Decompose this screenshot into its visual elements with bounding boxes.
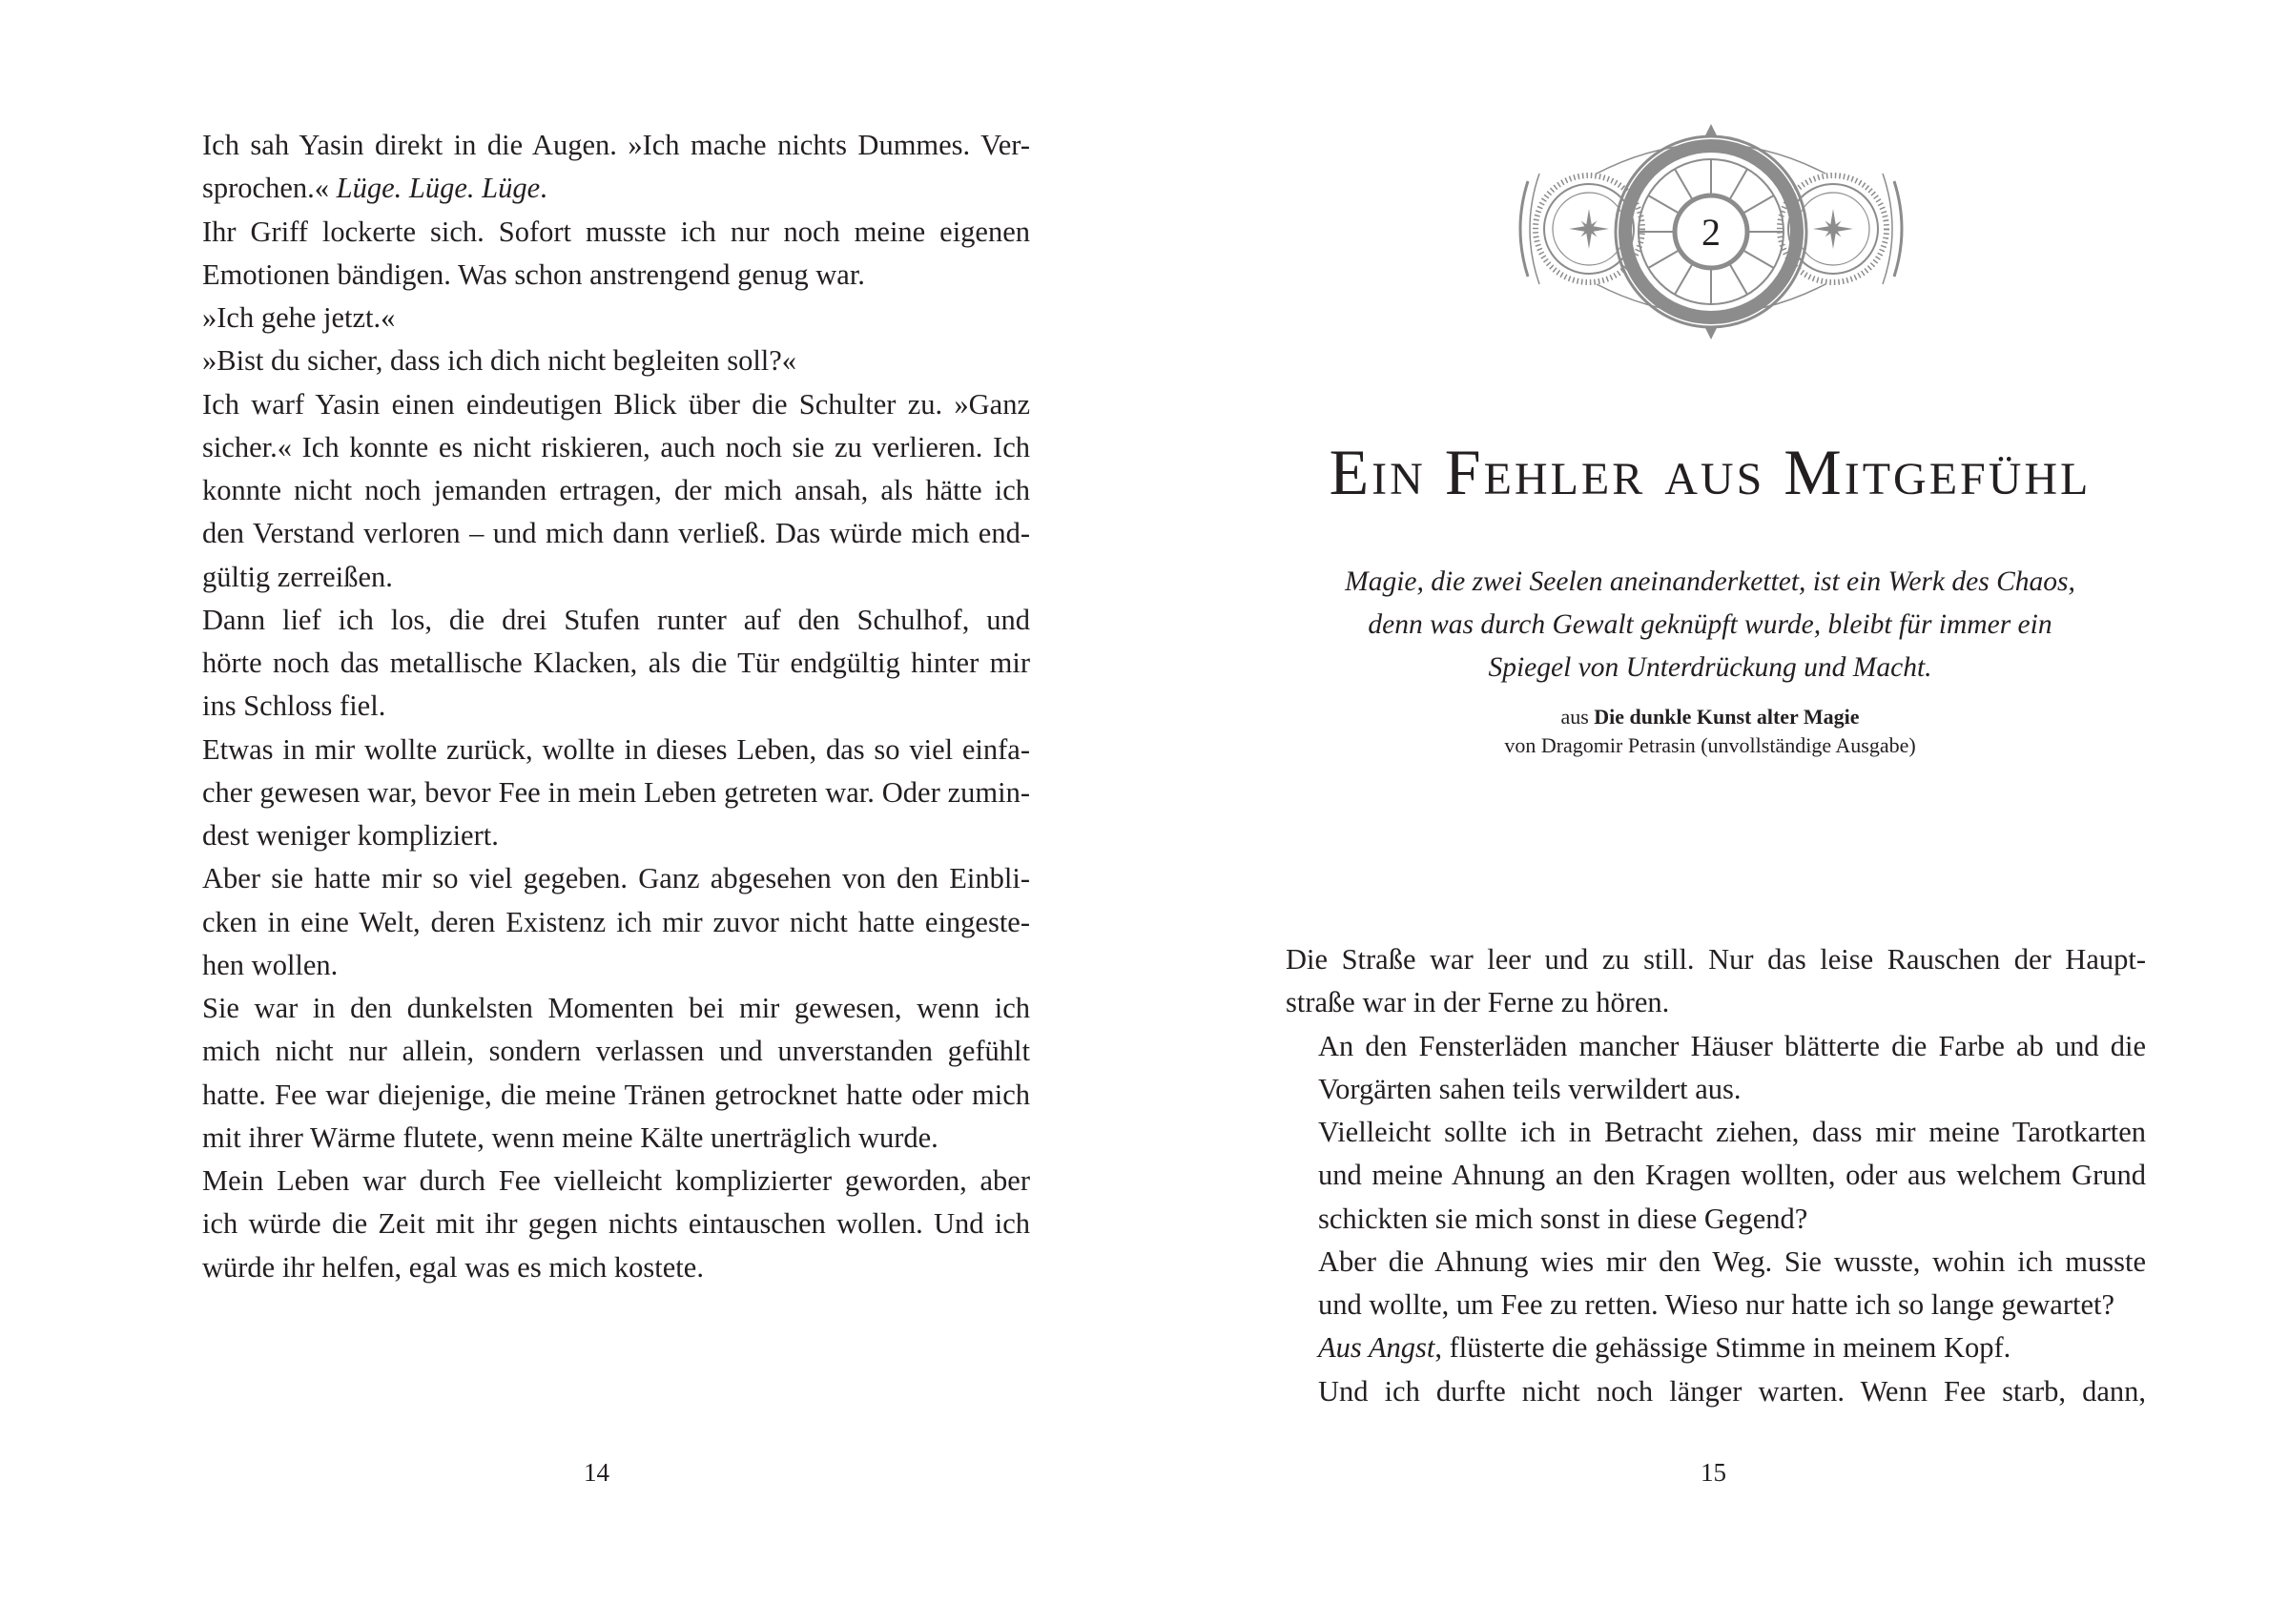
text-line [170, 1160, 1030, 1203]
paragraph [170, 987, 1030, 1160]
text-run: mich nicht nur allein, sondern verlassen und unverstanden gefühlt [202, 1035, 1030, 1068]
text-run: Die Straße war leer und zu still. Nur das leise Rauschen der Haupt- [1286, 943, 2146, 976]
text-line [170, 167, 1030, 210]
text-line [170, 642, 1030, 685]
text-line [1286, 1025, 2146, 1068]
text-line [170, 814, 1030, 857]
text-line [170, 426, 1030, 469]
text-run: den Verstand verloren – und mich dann verließ. Das würde mich end- [202, 517, 1030, 550]
text-run: Sie war in den dunkelsten Momenten bei mir gewesen, wenn ich [202, 992, 1030, 1024]
text-run: Aber sie hatte mir so viel gegeben. Ganz abgesehen von den Einbli- [202, 862, 1030, 895]
text-run: cken in eine Welt, deren Existenz ich mir zuvor nicht hatte eingeste- [202, 905, 1030, 938]
paragraph [170, 297, 1030, 339]
left-page [0, 0, 1144, 1624]
text-line [170, 944, 1030, 987]
text-line [170, 254, 1030, 297]
text-run: Ich warf Yasin einen eindeutigen Blick über die Schulter zu. »Ganz [202, 387, 1030, 421]
italic-text: Lüge. Lüge. Lüge [336, 172, 541, 205]
text-run: Aber die Ahnung wies mir den Weg. Sie wusste, wohin ich musste [1318, 1244, 2146, 1278]
text-line [1286, 1068, 2146, 1111]
text-run: und wollte, um Fee zu retten. Wieso nur hatte ich so lange gewartet? [1318, 1288, 2114, 1321]
text-run: Ich sah Yasin direkt in die Augen. »Ich mache nichts Dummes. Ver- [202, 129, 1030, 161]
italic-text: Aus Angst [1318, 1331, 1435, 1365]
text-line [170, 469, 1030, 512]
text-run: sprochen.« [202, 172, 337, 205]
attribution-prefix: aus [1560, 705, 1595, 729]
paragraph [170, 729, 1030, 858]
epigraph-line: Spiegel von Unterdrückung und Macht. [1488, 652, 1932, 683]
epigraph [1278, 561, 2142, 689]
chapter-number: 2 [1701, 211, 1721, 254]
text-line [1286, 1370, 2146, 1413]
text-run: ich würde die Zeit mit ihr gegen nichts eintauschen wollen. Und ich [202, 1207, 1030, 1241]
text-line [170, 901, 1030, 944]
star-icon-left [1569, 209, 1609, 249]
text-line [170, 124, 1030, 167]
text-run: mit ihrer Wärme flutete, wenn meine Kälte unerträglich wurde. [202, 1120, 938, 1154]
text-line [170, 556, 1030, 599]
text-line [170, 1030, 1030, 1073]
text-line [170, 987, 1030, 1030]
epigraph-line: Magie, die zwei Seelen aneinanderkettet, ist ein Werk des Chaos, [1345, 566, 2075, 597]
attribution-book-title: Die dunkle Kunst alter Magie [1594, 705, 1860, 729]
text-run: sicher.« Ich konnte es nicht riskieren, auch noch sie zu verlieren. Ich [202, 430, 1030, 463]
text-line [1286, 1111, 2146, 1154]
text-run: Etwas in mir wollte zurück, wollte in dieses Leben, das so viel einfa- [202, 732, 1030, 766]
page-number-right: 15 [1701, 1458, 1726, 1487]
text-run: straße war in der Ferne zu hören. [1286, 986, 1670, 1019]
text-line [170, 1246, 1030, 1289]
text-run: hörte noch das metallische Klacken, als die Tür endgültig hinter mir [202, 647, 1030, 679]
text-line [170, 339, 1030, 382]
paragraph [170, 339, 1030, 382]
text-line [170, 297, 1030, 339]
paragraph [1286, 1241, 2146, 1327]
text-run: schickten sie mich sonst in diese Gegend? [1318, 1202, 1808, 1235]
text-run: ins Schloss fiel. [202, 689, 386, 723]
text-run: Und ich durfte nicht noch länger warten. Wenn Fee starb, dann, [1318, 1374, 2146, 1408]
chapter-ornament [1511, 124, 1911, 343]
paragraph [170, 857, 1030, 987]
text-line [170, 1117, 1030, 1160]
text-run: und meine Ahnung an den Kragen wollten, oder aus welchem Grund [1318, 1159, 2146, 1192]
right-page [1144, 0, 2289, 1624]
text-line [170, 1203, 1030, 1245]
paragraph [1286, 1111, 2146, 1241]
text-run: dest weniger kompliziert. [202, 819, 499, 852]
text-run: Dann lief ich los, die drei Stufen runter auf den Schulhof, und [202, 603, 1030, 636]
paragraph [1286, 1025, 2146, 1112]
text-line [1286, 1284, 2146, 1326]
text-run: Emotionen bändigen. Was schon anstrengend genug war. [202, 257, 865, 291]
star-icon-right [1813, 209, 1853, 249]
text-run: . [540, 172, 547, 205]
text-line [1286, 938, 2146, 981]
text-line [170, 383, 1030, 426]
text-run: hen wollen. [202, 948, 339, 981]
text-line [1286, 1154, 2146, 1197]
epigraph-line: denn was durch Gewalt geknüpft wurde, bleibt für immer ein [1368, 609, 2052, 640]
paragraph [1286, 938, 2146, 1025]
text-line [170, 211, 1030, 254]
attribution-source [1278, 703, 2142, 731]
text-run: Ihr Griff lockerte sich. Sofort musste ich nur noch meine eigenen [202, 215, 1030, 248]
text-line [1286, 1241, 2146, 1284]
paragraph [1286, 1370, 2146, 1413]
chapter-title: Ein Fehler aus Mitgefühl [1329, 436, 2092, 508]
left-body-text [170, 124, 1030, 1289]
paragraph [170, 211, 1030, 298]
text-run: Mein Leben war durch Fee vielleicht komplizierter geworden, aber [202, 1164, 1030, 1197]
text-line [170, 512, 1030, 555]
text-line [170, 771, 1030, 814]
text-line [1286, 1198, 2146, 1241]
text-run: konnte nicht noch jemanden ertragen, der mich ansah, als hätte ich [202, 474, 1030, 506]
text-run: , flüsterte die gehässige Stimme in meinem Kopf. [1434, 1331, 2011, 1365]
text-line [170, 599, 1030, 642]
attribution-author: von Dragomir Petrasin (unvollständige Ausgabe) [1504, 733, 1916, 757]
paragraph [170, 383, 1030, 599]
text-line [170, 729, 1030, 771]
text-line [1286, 981, 2146, 1024]
paragraph [170, 124, 1030, 211]
text-run: Vorgärten sahen teils verwildert aus. [1318, 1072, 1742, 1105]
right-body-text [1286, 938, 2146, 1413]
text-run: »Ich gehe jetzt.« [202, 301, 396, 334]
epigraph-attribution [1278, 703, 2142, 760]
text-run: An den Fensterläden mancher Häuser blätterte die Farbe ab und die [1318, 1029, 2146, 1062]
text-run: Vielleicht sollte ich in Betracht ziehen, dass mir meine Tarotkarten [1318, 1116, 2146, 1148]
text-line [170, 857, 1030, 900]
text-run: gültig zerreißen. [202, 560, 393, 593]
text-run: würde ihr helfen, egal was es mich kostete. [202, 1250, 704, 1284]
text-run: cher gewesen war, bevor Fee in mein Leben getreten war. Oder zumin- [202, 775, 1030, 809]
text-run: hatte. Fee war diejenige, die meine Tränen getrocknet hatte oder mich [202, 1078, 1030, 1111]
paragraph [170, 599, 1030, 729]
text-line [170, 1074, 1030, 1117]
text-line [1286, 1326, 2146, 1369]
text-line [170, 685, 1030, 728]
paragraph [1286, 1326, 2146, 1369]
text-run: »Bist du sicher, dass ich dich nicht begleiten soll?« [202, 344, 797, 378]
page-number-left: 14 [584, 1458, 609, 1487]
paragraph [170, 1160, 1030, 1289]
